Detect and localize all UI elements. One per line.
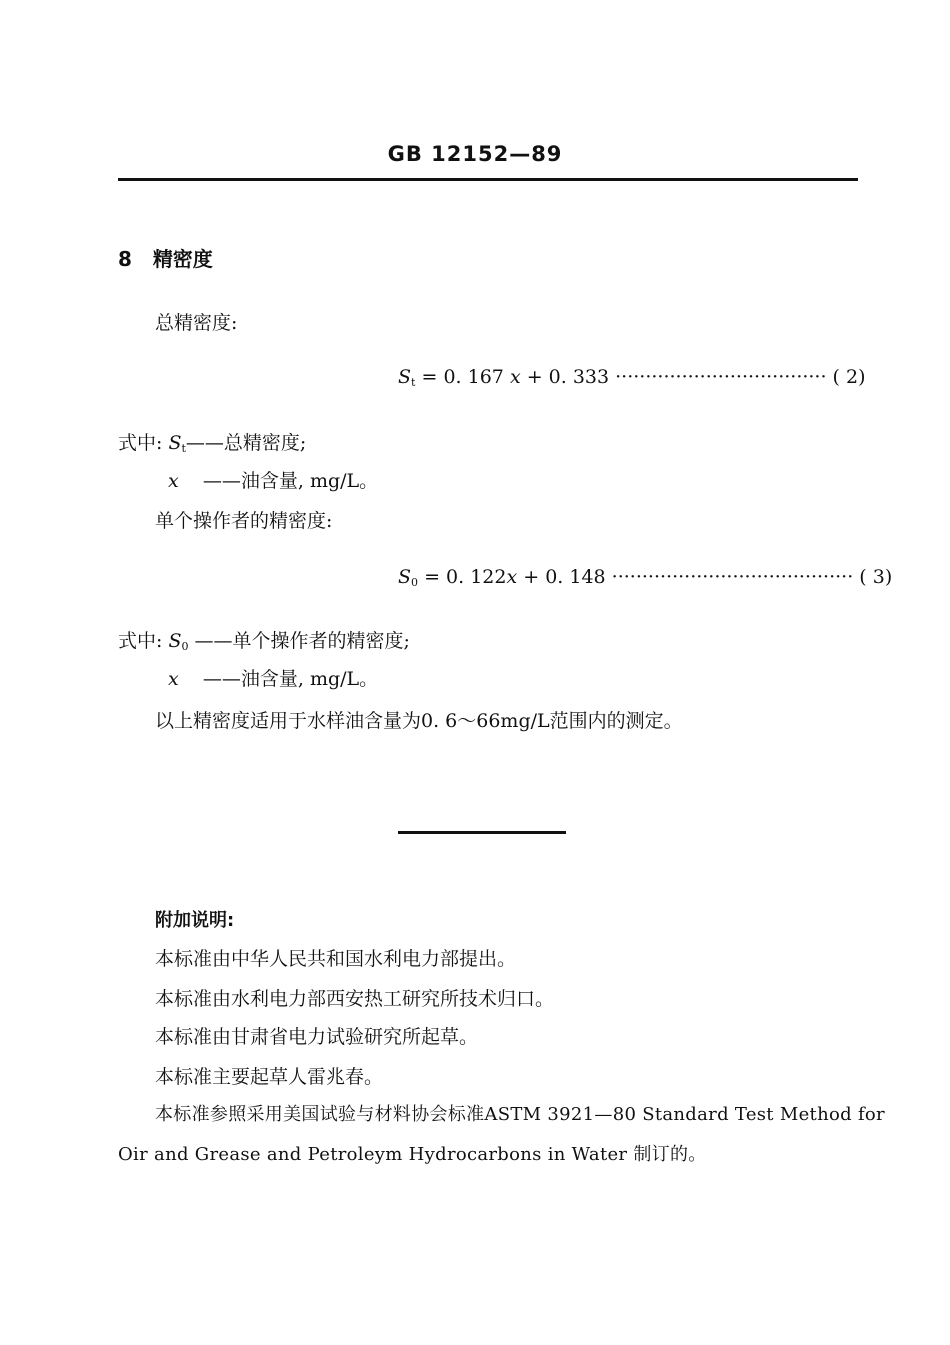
- where-lead: 式中:: [118, 630, 163, 652]
- note-line: 本标准参照采用美国试验与材料协会标准ASTM 3921—80 Standard Test Method for: [155, 1104, 885, 1125]
- where1-variable-line: [168, 466, 378, 493]
- where2-variable-line: [168, 664, 378, 691]
- end-rule: [398, 831, 566, 834]
- where1-subscript: t: [181, 442, 186, 455]
- section-title: 精密度: [152, 247, 213, 271]
- eq3-body: = 0. 122: [424, 566, 507, 588]
- eq2-symbol: S: [398, 366, 412, 388]
- where1-desc: ——总精密度;: [185, 432, 307, 454]
- where1-variable-desc: ——油含量, mg/L。: [202, 470, 379, 492]
- where2-subscript: 0: [181, 640, 189, 653]
- standard-number-header: GB 12152—89: [387, 142, 563, 166]
- eq2-body: = 0. 167: [421, 366, 510, 388]
- eq3-subscript: 0: [411, 576, 419, 589]
- where-clause-1: [118, 428, 306, 455]
- eq2-rest: + 0. 333 ··································· ( 2): [520, 366, 866, 388]
- note-line: 本标准由中华人民共和国水利电力部提出。: [155, 948, 517, 970]
- eq3-variable: x: [506, 566, 518, 588]
- eq2-subscript: t: [411, 376, 416, 389]
- eq3-symbol: S: [398, 566, 412, 588]
- where2-variable-desc: ——油含量, mg/L。: [202, 668, 379, 690]
- eq2-variable: x: [509, 366, 521, 388]
- precision-scope-note: 以上精密度适用于水样油含量为0. 6～66mg/L范围内的测定。: [155, 710, 683, 732]
- equation-3: [398, 566, 892, 589]
- where-lead: 式中:: [118, 432, 163, 454]
- note-line: Oir and Grease and Petroleym Hydrocarbons in Water 制订的。: [118, 1144, 707, 1165]
- where1-variable: x: [168, 470, 179, 492]
- single-precision-intro: 单个操作者的精密度:: [155, 510, 333, 532]
- additional-notes-title: 附加说明:: [155, 910, 235, 931]
- where2-variable: x: [168, 668, 179, 690]
- note-line: 本标准由水利电力部西安热工研究所技术归口。: [155, 988, 555, 1010]
- section-heading: [118, 243, 213, 272]
- section-number: 8: [118, 247, 132, 271]
- header-rule: [118, 178, 858, 181]
- where1-symbol: S: [168, 432, 182, 454]
- where2-symbol: S: [168, 630, 182, 652]
- where-clause-2: [118, 626, 410, 653]
- where2-desc: ——单个操作者的精密度;: [194, 630, 410, 652]
- note-line: 本标准主要起草人雷兆春。: [155, 1066, 384, 1088]
- equation-2: [398, 366, 866, 389]
- note-line: 本标准由甘肃省电力试验研究所起草。: [155, 1026, 479, 1048]
- eq3-rest: + 0. 148 ········································ ( 3): [517, 566, 893, 588]
- total-precision-intro: 总精密度:: [155, 312, 238, 334]
